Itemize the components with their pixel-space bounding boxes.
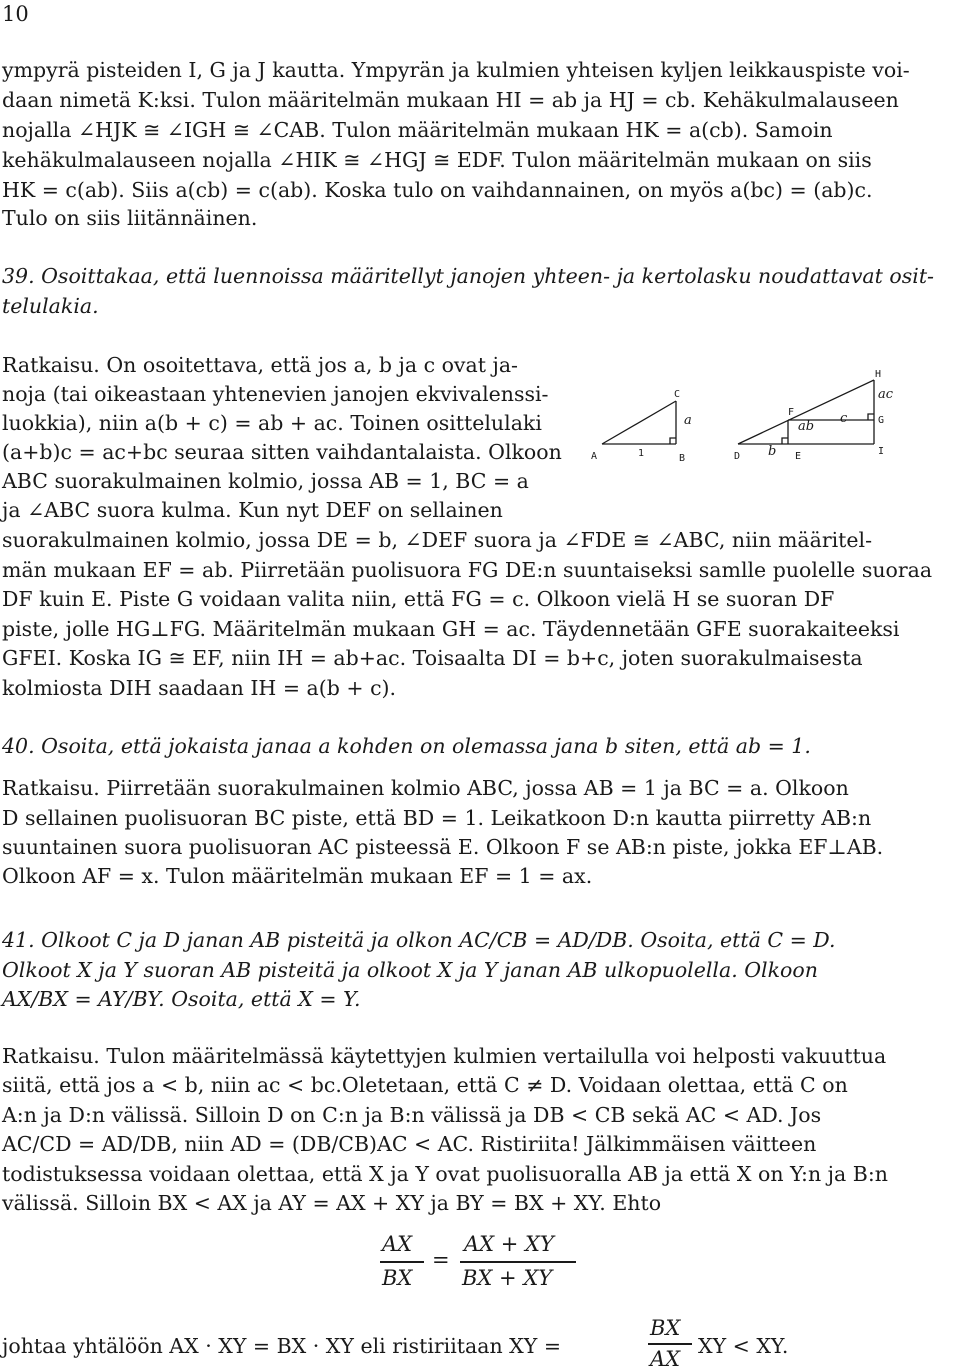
segment-ac — [602, 401, 676, 444]
text-line: A:n ja D:n välissä. Silloin D on C:n ja B:n välissä ja DB < CB sekä AC < AD. Jos — [2, 1103, 822, 1127]
text-line: AX/BX = AY/BY. Osoita, että X = Y. — [2, 987, 361, 1011]
text-line: telulakia. — [2, 294, 99, 318]
text-line: Olkoon AF = x. Tulon määritelmän mukaan EF = 1 = ax. — [2, 864, 593, 888]
text-line: DF kuin E. Piste G voidaan valita niin, että FG = c. Olkoon vielä H se suoran DF — [2, 587, 835, 611]
label-E: E — [795, 451, 802, 462]
right-angle-mark-g — [868, 414, 874, 420]
label-1: 1 — [638, 448, 645, 459]
text-line: Ratkaisu. Tulon määritelmässä käytettyjen kulmien vertailulla voi helposti vakuuttua — [2, 1044, 887, 1068]
label-D: D — [734, 451, 741, 462]
text-line: luokkia), niin a(b + c) = ab + ac. Toinen osittelulaki — [2, 411, 542, 435]
label-ac: ac — [878, 387, 894, 402]
eq-sign: = — [432, 1248, 450, 1272]
text-line: todistuksessa voidaan olettaa, että X ja Y ovat puolisuoralla AB ja että X on Y:n ja B:n — [2, 1162, 888, 1186]
text-line: (a+b)c = ac+bc seuraa sitten vaihdantalaista. Olkoon — [2, 440, 562, 464]
text-line: suorakulmainen kolmio, jossa DE = b, ∠DEF suora ja ∠FDE ≅ ∠ABC, niin määritel- — [2, 528, 873, 552]
last-line-after: XY < XY. — [698, 1334, 789, 1358]
text-line: AC/CD = AD/DB, niin AD = (DB/CB)AC < AC. Ristiriita! Jälkimmäisen väitteen — [2, 1132, 817, 1156]
label-ab: ab — [798, 419, 815, 434]
text-line: piste, jolle HG⊥FG. Määritelmän mukaan GH = ac. Täydennetään GFE suorakaiteeksi — [2, 617, 900, 641]
eq-left-num: AX — [382, 1232, 413, 1256]
label-C: C — [674, 389, 681, 400]
text-line: daan nimetä K:ksi. Tulon määritelmän mukaan HI = ab ja HJ = cb. Kehäkulmalauseen — [2, 88, 899, 112]
text-line: 41. Olkoot C ja D janan AB pisteitä ja olkon AC/CB = AD/DB. Osoita, että C = D. — [2, 928, 836, 952]
frac-num: BX — [650, 1316, 681, 1340]
label-A: A — [591, 451, 598, 462]
eq-left-den: BX — [382, 1266, 413, 1290]
label-b: b — [768, 444, 777, 459]
text-line: Ratkaisu. On osoitettava, että jos a, b ja c ovat ja- — [2, 353, 518, 377]
text-line: kehäkulmalauseen nojalla ∠HIK ≅ ∠HGJ ≅ EDF. Tulon määritelmän mukaan on siis — [2, 148, 872, 172]
frac-den: AX — [650, 1347, 681, 1371]
label-F: F — [788, 407, 795, 418]
last-line-before: johtaa yhtälöön AX · XY = BX · XY eli ristiriitaan XY = — [2, 1334, 562, 1358]
text-line: D sellainen puolisuoran BC piste, että BD = 1. Leikatkoon D:n kautta piirretty AB:n — [2, 806, 872, 830]
segment-dh — [738, 380, 874, 444]
text-line: 40. Osoita, että jokaista janaa a kohden on olemassa jana b siten, että ab = 1. — [2, 734, 811, 758]
text-line: nojalla ∠HJK ≅ ∠IGH ≅ ∠CAB. Tulon määritelmän mukaan HK = a(cb). Samoin — [2, 118, 833, 142]
text-line: välissä. Silloin BX < AX ja AY = AX + XY ja BY = BX + XY. Ehto — [2, 1191, 662, 1215]
text-line: HK = c(ab). Siis a(cb) = c(ab). Koska tulo on vaihdannainen, on myös a(bc) = (ab)c. — [2, 178, 873, 202]
label-a: a — [684, 413, 692, 428]
text-line: Tulo on siis liitännäinen. — [2, 206, 258, 230]
label-G: G — [878, 415, 885, 426]
label-c: c — [840, 411, 848, 426]
text-line: noja (tai oikeastaan yhtenevien janojen ekvivalenssi- — [2, 382, 549, 406]
text-line: ABC suorakulmainen kolmio, jossa AB = 1, BC = a — [2, 469, 529, 493]
eq-right-num: AX + XY — [464, 1232, 554, 1256]
text-line: Ratkaisu. Piirretään suorakulmainen kolmio ABC, jossa AB = 1 ja BC = a. Olkoon — [2, 776, 849, 800]
geometry-figure — [588, 366, 898, 476]
text-line: ja ∠ABC suora kulma. Kun nyt DEF on sellainen — [2, 498, 503, 522]
label-I: I — [878, 446, 885, 457]
inline-fraction — [648, 1316, 694, 1372]
text-line: GFEI. Koska IG ≅ EF, niin IH = ab+ac. Toisaalta DI = b+c, joten suorakulmaisesta — [2, 646, 863, 670]
label-H: H — [875, 369, 882, 380]
text-line: siitä, että jos a < b, niin ac < bc.Oletetaan, että C ≠ D. Voidaan olettaa, että C on — [2, 1073, 848, 1097]
text-line: ympyrä pisteiden I, G ja J kautta. Ympyrän ja kulmien yhteisen kyljen leikkauspiste voi- — [2, 58, 910, 82]
label-B: B — [679, 453, 686, 464]
text-line: 39. Osoittakaa, että luennoissa määritellyt janojen yhteen- ja kertolasku noudattavat osit- — [2, 264, 934, 288]
right-angle-mark-e — [782, 438, 788, 444]
display-equation — [380, 1232, 590, 1292]
right-angle-mark-b — [670, 438, 676, 444]
page-number: 10 — [2, 2, 29, 26]
text-line: män mukaan EF = ab. Piirretään puolisuora FG DE:n suuntaiseksi samlle puolelle suoraa — [2, 558, 933, 582]
eq-right-den: BX + XY — [462, 1266, 553, 1290]
text-line: suuntainen suora puolisuoran AC pisteessä E. Olkoon F se AB:n piste, jokka EF⊥AB. — [2, 835, 884, 859]
text-line: Olkoot X ja Y suoran AB pisteitä ja olkoot X ja Y janan AB ulkopuolella. Olkoon — [2, 958, 818, 982]
text-line: kolmiosta DIH saadaan IH = a(b + c). — [2, 676, 397, 700]
